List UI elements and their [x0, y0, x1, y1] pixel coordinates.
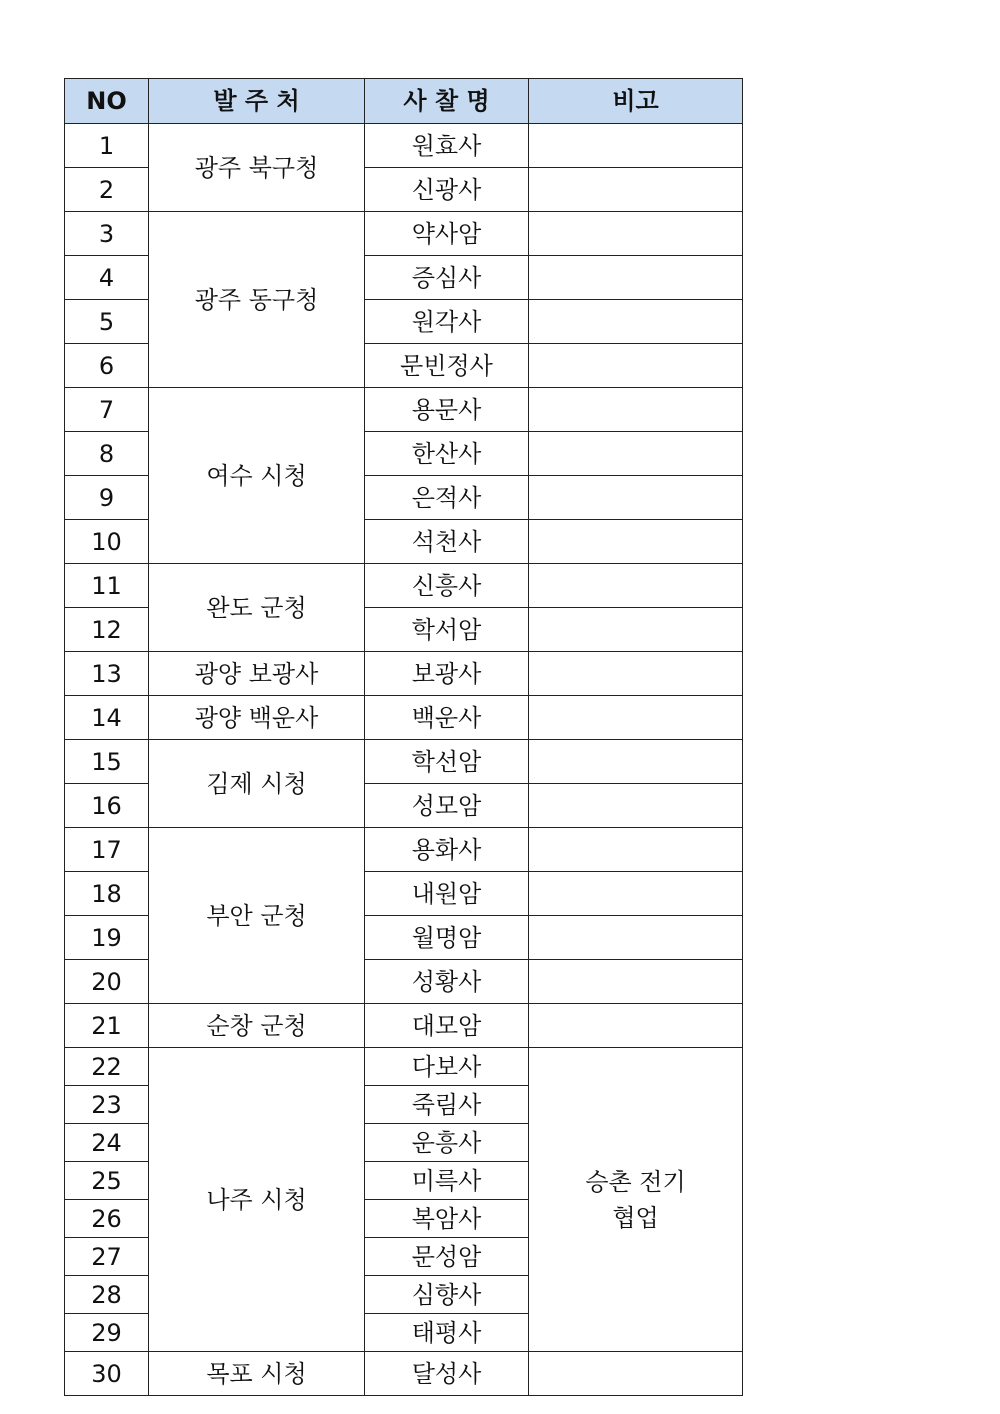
cell-temple: 백운사 [365, 696, 529, 740]
cell-no: 10 [65, 520, 149, 564]
cell-temple: 다보사 [365, 1048, 529, 1086]
cell-no: 4 [65, 256, 149, 300]
cell-no: 3 [65, 212, 149, 256]
cell-client: 광양 백운사 [149, 696, 365, 740]
table-row [65, 124, 743, 168]
cell-no: 2 [65, 168, 149, 212]
cell-client: 순창 군청 [149, 1004, 365, 1048]
cell-note-empty [529, 960, 743, 1004]
cell-client: 김제 시청 [149, 740, 365, 828]
header-temple: 사 찰 명 [365, 79, 529, 124]
cell-temple: 약사암 [365, 212, 529, 256]
header-note: 비고 [529, 79, 743, 124]
cell-temple: 내원암 [365, 872, 529, 916]
cell-no: 18 [65, 872, 149, 916]
cell-no: 25 [65, 1162, 149, 1200]
table-row [65, 828, 743, 872]
cell-temple: 달성사 [365, 1352, 529, 1396]
table-row [65, 1352, 743, 1396]
table-row [65, 696, 743, 740]
cell-no: 20 [65, 960, 149, 1004]
cell-note-empty [529, 916, 743, 960]
cell-client: 목포 시청 [149, 1352, 365, 1396]
cell-temple: 석천사 [365, 520, 529, 564]
cell-temple: 성황사 [365, 960, 529, 1004]
cell-temple: 증심사 [365, 256, 529, 300]
cell-note-empty [529, 520, 743, 564]
cell-temple: 복암사 [365, 1200, 529, 1238]
cell-note-empty [529, 388, 743, 432]
cell-temple: 심향사 [365, 1276, 529, 1314]
cell-temple: 용화사 [365, 828, 529, 872]
temple-table [64, 78, 743, 1396]
cell-note-empty [529, 740, 743, 784]
cell-temple: 문빈정사 [365, 344, 529, 388]
cell-no: 9 [65, 476, 149, 520]
cell-note-empty [529, 168, 743, 212]
cell-temple: 학선암 [365, 740, 529, 784]
table-row [65, 388, 743, 432]
cell-no: 13 [65, 652, 149, 696]
cell-no: 14 [65, 696, 149, 740]
cell-client: 광양 보광사 [149, 652, 365, 696]
cell-temple: 원효사 [365, 124, 529, 168]
cell-no: 15 [65, 740, 149, 784]
cell-note-empty [529, 872, 743, 916]
table-row [65, 1004, 743, 1048]
cell-temple: 운흥사 [365, 1124, 529, 1162]
table-row [65, 1048, 743, 1086]
cell-no: 30 [65, 1352, 149, 1396]
cell-note-empty [529, 300, 743, 344]
cell-temple: 죽림사 [365, 1086, 529, 1124]
table-row [65, 564, 743, 608]
table-row [65, 740, 743, 784]
cell-temple: 보광사 [365, 652, 529, 696]
cell-temple: 월명암 [365, 916, 529, 960]
cell-temple: 은적사 [365, 476, 529, 520]
cell-note-empty [529, 696, 743, 740]
cell-client: 완도 군청 [149, 564, 365, 652]
cell-temple: 태평사 [365, 1314, 529, 1352]
cell-note-empty [529, 1352, 743, 1396]
cell-no: 16 [65, 784, 149, 828]
cell-no: 7 [65, 388, 149, 432]
cell-note-empty [529, 608, 743, 652]
cell-note-empty [529, 828, 743, 872]
cell-temple: 원각사 [365, 300, 529, 344]
cell-no: 6 [65, 344, 149, 388]
cell-client: 나주 시청 [149, 1048, 365, 1352]
cell-no: 24 [65, 1124, 149, 1162]
cell-no: 1 [65, 124, 149, 168]
cell-note-empty [529, 212, 743, 256]
cell-temple: 미륵사 [365, 1162, 529, 1200]
cell-no: 29 [65, 1314, 149, 1352]
header-row [65, 79, 743, 124]
cell-temple: 학서암 [365, 608, 529, 652]
cell-note-empty [529, 344, 743, 388]
cell-client: 부안 군청 [149, 828, 365, 1004]
cell-no: 5 [65, 300, 149, 344]
cell-note: 승촌 전기 협업 [529, 1048, 743, 1352]
cell-no: 11 [65, 564, 149, 608]
cell-no: 19 [65, 916, 149, 960]
header-client: 발 주 처 [149, 79, 365, 124]
cell-note-empty [529, 432, 743, 476]
header-no: NO [65, 79, 149, 124]
cell-note-empty [529, 124, 743, 168]
cell-temple: 신흥사 [365, 564, 529, 608]
cell-no: 28 [65, 1276, 149, 1314]
cell-temple: 대모암 [365, 1004, 529, 1048]
cell-note-empty [529, 1004, 743, 1048]
cell-no: 27 [65, 1238, 149, 1276]
cell-temple: 용문사 [365, 388, 529, 432]
cell-no: 22 [65, 1048, 149, 1086]
cell-no: 8 [65, 432, 149, 476]
cell-client: 여수 시청 [149, 388, 365, 564]
cell-note-empty [529, 476, 743, 520]
cell-no: 26 [65, 1200, 149, 1238]
cell-temple: 신광사 [365, 168, 529, 212]
cell-no: 23 [65, 1086, 149, 1124]
cell-note-empty [529, 564, 743, 608]
cell-note-empty [529, 256, 743, 300]
cell-no: 21 [65, 1004, 149, 1048]
cell-note-empty [529, 652, 743, 696]
cell-temple: 문성암 [365, 1238, 529, 1276]
cell-note-empty [529, 784, 743, 828]
cell-temple: 성모암 [365, 784, 529, 828]
cell-no: 12 [65, 608, 149, 652]
table-row [65, 652, 743, 696]
table-body [65, 124, 743, 1396]
cell-temple: 한산사 [365, 432, 529, 476]
cell-client: 광주 동구청 [149, 212, 365, 388]
cell-client: 광주 북구청 [149, 124, 365, 212]
cell-no: 17 [65, 828, 149, 872]
table-row [65, 212, 743, 256]
